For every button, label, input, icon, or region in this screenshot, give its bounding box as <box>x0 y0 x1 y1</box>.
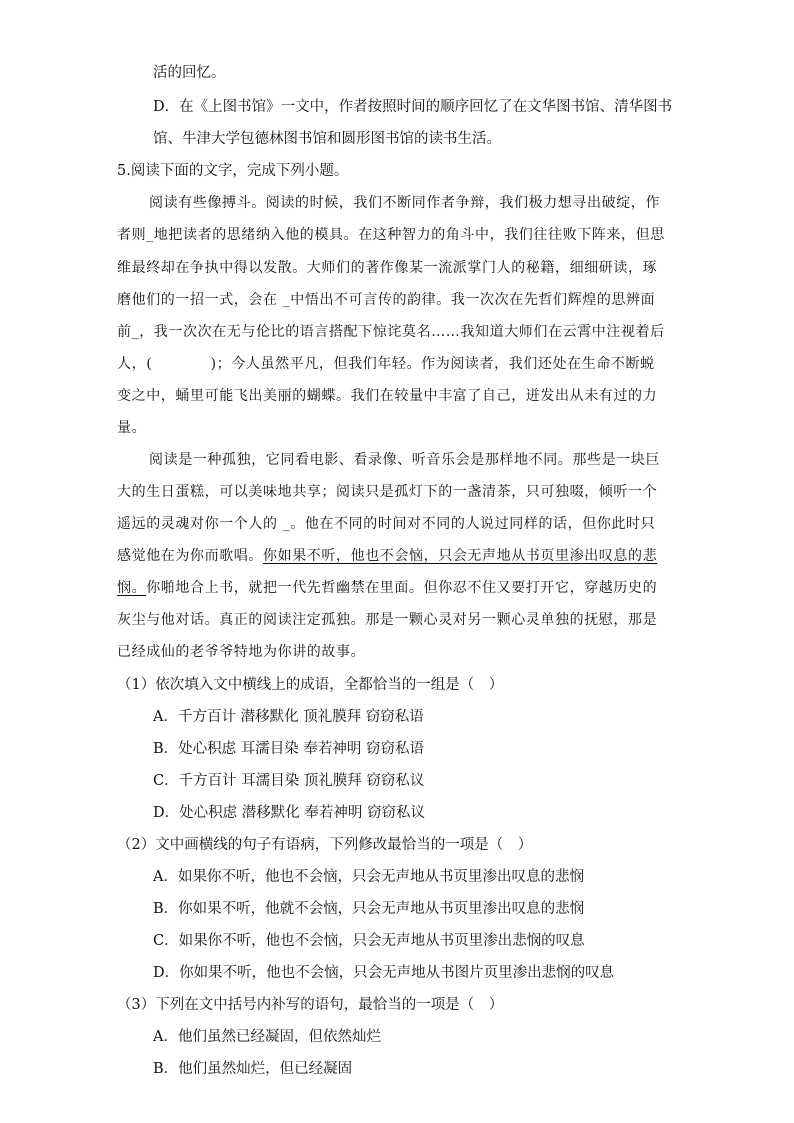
option-d-line: D．在《上图书馆》一文中，作者按照时间的顺序回忆了在文华图书馆、清华图书 <box>153 99 673 115</box>
passage-line: 量。 <box>117 420 147 436</box>
passage-line: 已经成仙的老爷爷特地为你讲的故事。 <box>117 644 366 660</box>
option-c: C．如果你不听，他也不会恼，只会无声地从书页里渗出悲悯的叹息 <box>153 933 585 949</box>
option-d: D．处心积虑 潜移默化 奉若神明 窃窃私议 <box>153 805 425 821</box>
passage-text: 感觉他在为你而歌唱。 <box>117 548 263 564</box>
passage-line: 阅读是一种孤独，它同看电影、看录像、听音乐会是那样地不同。那些是一块巨 <box>149 452 660 468</box>
passage-line: 前_，我一次次在无与伦比的语言搭配下惊诧莫名……我知道大师们在云霄中注视着后 <box>117 324 665 340</box>
passage-line: 人，( )；今人虽然平凡，但我们年轻。作为阅读者，我们还处在生命不断蜕 <box>117 356 655 372</box>
passage-line: 维最终却在争执中得以发散。大师们的著作像某一流派掌门人的秘籍，细细研读，琢 <box>117 260 658 276</box>
option-d: D．你如果不听，他也不会恼，只会无声地从书图片页里渗出悲悯的叹息 <box>153 965 615 981</box>
passage-line: 变之中，蛹里可能飞出美丽的蝴蝶。我们在较量中丰富了自己，迸发出从未有过的力 <box>117 388 658 404</box>
option-b: B．你如果不听，他就不会恼，只会无声地从书页里渗出叹息的悲悯 <box>153 901 585 917</box>
text-line: 馆、牛津大学包德林图书馆和圆形图书馆的读书生活。 <box>153 131 501 147</box>
option-b: B．处心积虑 耳濡目染 奉若神明 窃窃私语 <box>153 741 424 757</box>
passage-line <box>117 546 657 566</box>
passage-line: 大的生日蛋糕，可以美味地共享；阅读只是孤灯下的一盏清茶，只可独啜，倾听一个 <box>117 484 658 500</box>
underlined-sentence: 你如果不听，他也不会恼，只会无声地从书页里渗出叹息的悲 <box>263 548 658 564</box>
option-c: C．千方百计 耳濡目染 顶礼膜拜 窃窃私议 <box>153 773 425 789</box>
underlined-sentence: 悯。 <box>117 580 147 596</box>
option-a: A．他们虽然已经凝固，但依然灿烂 <box>153 1029 381 1045</box>
option-a: A．千方百计 潜移默化 顶礼膜拜 窃窃私语 <box>153 709 424 725</box>
text-line: 活的回忆。 <box>153 65 226 81</box>
passage-line: 磨他们的一招一式，会在 _中悟出不可言传的韵律。我一次次在先哲们辉煌的思辨面 <box>117 292 656 308</box>
passage-line: 者则_地把读者的思绪纳入他的模具。在这种智力的角斗中，我们往往败下阵来，但思 <box>117 227 665 243</box>
passage-text: 你啪地合上书，就把一代先哲幽禁在里面。但你忍不住又要打开它，穿越历史的 <box>146 580 658 596</box>
option-a: A．如果你不听，他也不会恼，只会无声地从书页里渗出叹息的悲悯 <box>153 869 584 885</box>
sub-question-2: （2）文中画横线的句子有语病，下列修改最恰当的一项是（ ） <box>117 837 533 853</box>
option-b: B．他们虽然灿烂，但已经凝固 <box>153 1061 353 1077</box>
passage-line: 阅读有些像搏斗。阅读的时候，我们不断同作者争辩，我们极力想寻出破绽，作 <box>149 195 660 211</box>
sub-question-3: （3）下列在文中括号内补写的语句，最恰当的一项是（ ） <box>117 997 504 1013</box>
passage-line: 遥远的灵魂对你一个人的 _。他在不同的时间对不同的人说过同样的话，但你此时只 <box>117 516 656 532</box>
passage-line: 灰尘与他对话。真正的阅读注定孤独。那是一颗心灵对另一颗心灵单独的抚慰，那是 <box>117 612 658 628</box>
question-heading: 5.阅读下面的文字，完成下列小题。 <box>117 163 349 179</box>
passage-line <box>117 578 657 598</box>
sub-question-1: （1）依次填入文中横线上的成语，全都恰当的一组是（ ） <box>117 677 504 693</box>
